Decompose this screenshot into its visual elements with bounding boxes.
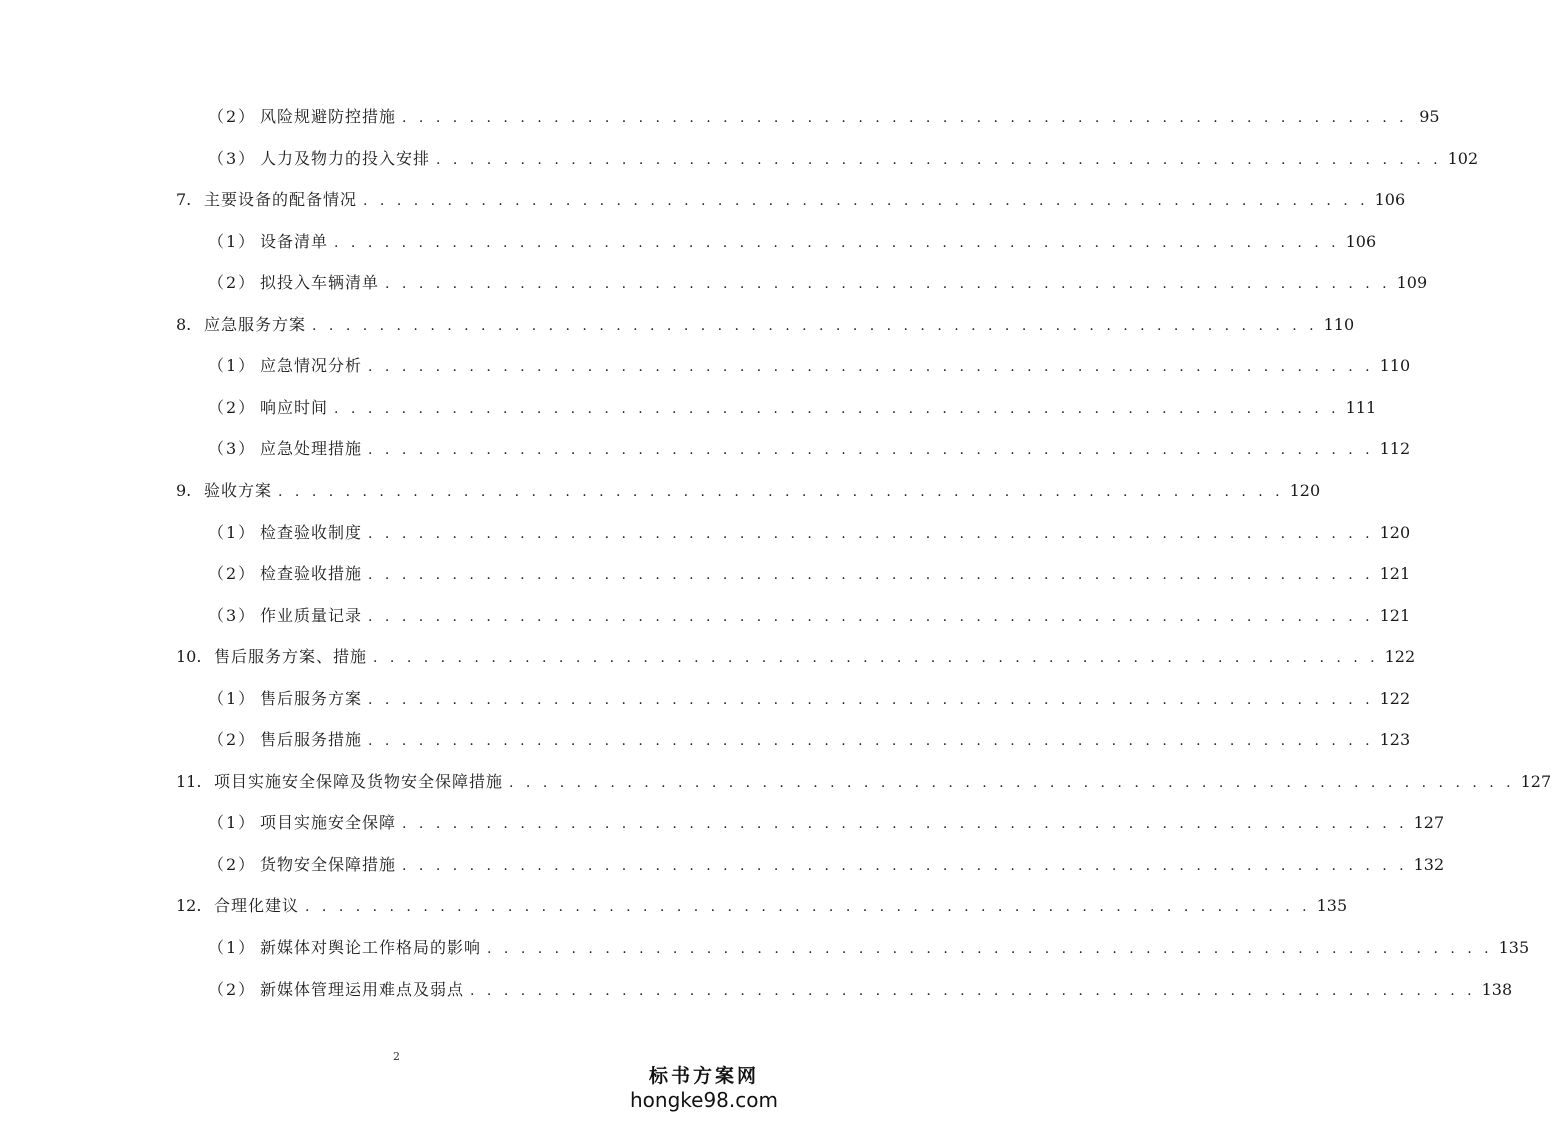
toc-entry-title: 风险规避防控措施	[260, 107, 397, 126]
toc-entry-title: 应急服务方案	[204, 315, 307, 334]
toc-entry[interactable]	[176, 315, 1355, 337]
toc-entry-title: 检查验收制度	[260, 523, 363, 542]
toc-entry-page: 109	[1396, 273, 1428, 292]
toc-entry-number: 7.	[176, 190, 192, 209]
toc-entry-title: 应急情况分析	[260, 356, 363, 375]
toc-entry-title: 项目实施安全保障及货物安全保障措施	[214, 772, 504, 791]
toc-entry-page: 122	[1384, 647, 1416, 666]
toc-leader-dots: . . . . . . . . . . . . . . . . . . . . . . . . . . . . . . . . . . . . . . . . . . . . . . . . . . . . . . . . . . . .	[368, 526, 1374, 542]
toc-leader-dots: . . . . . . . . . . . . . . . . . . . . . . . . . . . . . . . . . . . . . . . . . . . . . . . . . . . . . . . . . . . .	[334, 235, 1340, 251]
toc-entry[interactable]	[208, 855, 1445, 877]
toc-entry-title: 检查验收措施	[260, 564, 363, 583]
toc-entry-title: 人力及物力的投入安排	[260, 149, 431, 168]
toc-entry-title: 项目实施安全保障	[260, 813, 397, 832]
toc-entry-page: 135	[1498, 938, 1530, 957]
toc-entry-page: 106	[1374, 190, 1406, 209]
toc-entry-number: （3）	[208, 149, 257, 168]
toc-entry-title: 应急处理措施	[260, 439, 363, 458]
toc-entry-number: （3）	[208, 439, 257, 458]
toc-entry-title: 拟投入车辆清单	[260, 273, 380, 292]
toc-leader-dots: . . . . . . . . . . . . . . . . . . . . . . . . . . . . . . . . . . . . . . . . . . . . . . . . . . . . . . . . . . . .	[373, 650, 1379, 666]
toc-entry[interactable]	[208, 730, 1411, 752]
toc-leader-dots: . . . . . . . . . . . . . . . . . . . . . . . . . . . . . . . . . . . . . . . . . . . . . . . . . . . . . . . . . . . .	[368, 692, 1374, 708]
toc-entry[interactable]	[208, 523, 1411, 545]
toc-entry-number: （2）	[208, 398, 257, 417]
toc-entry-title: 设备清单	[260, 232, 329, 251]
toc-leader-dots: . . . . . . . . . . . . . . . . . . . . . . . . . . . . . . . . . . . . . . . . . . . . . . . . . . . . . . . . . . . .	[368, 733, 1374, 749]
toc-entry-number: （2）	[208, 107, 257, 126]
toc-entry[interactable]	[208, 107, 1440, 129]
toc-leader-dots: . . . . . . . . . . . . . . . . . . . . . . . . . . . . . . . . . . . . . . . . . . . . . . . . . . . . . . . . . . . .	[402, 110, 1408, 126]
toc-entry-number: 9.	[176, 481, 192, 500]
toc-entry-number: 8.	[176, 315, 192, 334]
toc-entry-title: 新媒体对舆论工作格局的影响	[260, 938, 482, 957]
watermark-name: 标书方案网	[648, 1065, 759, 1087]
toc-entry[interactable]	[208, 273, 1428, 295]
toc-entry-title: 新媒体管理运用难点及弱点	[260, 980, 465, 999]
toc-entry[interactable]	[208, 938, 1530, 960]
toc-entry-title: 售后服务措施	[260, 730, 363, 749]
toc-entry-title: 主要设备的配备情况	[204, 190, 358, 209]
toc-entry-title: 售后服务方案、措施	[214, 647, 368, 666]
toc-entry-page: 110	[1379, 356, 1411, 375]
toc-entry[interactable]	[176, 772, 1551, 794]
toc-leader-dots: . . . . . . . . . . . . . . . . . . . . . . . . . . . . . . . . . . . . . . . . . . . . . . . . . . . . . . . . . . . .	[368, 567, 1374, 583]
toc-leader-dots: . . . . . . . . . . . . . . . . . . . . . . . . . . . . . . . . . . . . . . . . . . . . . . . . . . . . . . . . . . . .	[402, 858, 1408, 874]
toc-entry-title: 合理化建议	[214, 896, 300, 915]
toc-entry-page: 120	[1379, 523, 1411, 542]
toc-entry-page: 112	[1379, 439, 1411, 458]
toc-leader-dots: . . . . . . . . . . . . . . . . . . . . . . . . . . . . . . . . . . . . . . . . . . . . . . . . . . . . . . . . . . . .	[363, 193, 1369, 209]
toc-entry-number: （2）	[208, 855, 257, 874]
toc-entry-number: （1）	[208, 813, 257, 832]
toc-entry-page: 110	[1323, 315, 1355, 334]
toc-entry[interactable]	[208, 149, 1479, 171]
page-number: 2	[393, 1050, 400, 1063]
toc-entry[interactable]	[208, 980, 1513, 1002]
toc-entry[interactable]	[208, 232, 1377, 254]
toc-leader-dots: . . . . . . . . . . . . . . . . . . . . . . . . . . . . . . . . . . . . . . . . . . . . . . . . . . . . . . . . . . . .	[334, 401, 1340, 417]
toc-leader-dots: . . . . . . . . . . . . . . . . . . . . . . . . . . . . . . . . . . . . . . . . . . . . . . . . . . . . . . . . . . . .	[385, 276, 1391, 292]
toc-entry[interactable]	[176, 647, 1416, 669]
toc-entry-title: 响应时间	[260, 398, 329, 417]
toc-entry-number: （2）	[208, 564, 257, 583]
watermark-logo	[629, 1064, 779, 1112]
toc-entry[interactable]	[176, 190, 1406, 212]
toc-entry[interactable]	[208, 606, 1411, 628]
toc-leader-dots: . . . . . . . . . . . . . . . . . . . . . . . . . . . . . . . . . . . . . . . . . . . . . . . . . . . . . . . . . . . .	[470, 983, 1476, 999]
toc-entry-title: 作业质量记录	[260, 606, 363, 625]
toc-entry-page: 138	[1481, 980, 1513, 999]
toc-entry-number: （1）	[208, 938, 257, 957]
toc-entry-number: 11.	[176, 772, 202, 791]
toc-entry-page: 120	[1289, 481, 1321, 500]
toc-leader-dots: . . . . . . . . . . . . . . . . . . . . . . . . . . . . . . . . . . . . . . . . . . . . . . . . . . . . . . . . . . . .	[436, 152, 1442, 168]
toc-entry[interactable]	[208, 439, 1411, 461]
toc-entry-page: 121	[1379, 606, 1411, 625]
toc-leader-dots: . . . . . . . . . . . . . . . . . . . . . . . . . . . . . . . . . . . . . . . . . . . . . . . . . . . . . . . . . . . .	[368, 359, 1374, 375]
toc-entry-number: （1）	[208, 523, 257, 542]
toc-entry-title: 货物安全保障措施	[260, 855, 397, 874]
toc-entry-title: 售后服务方案	[260, 689, 363, 708]
toc-entry[interactable]	[208, 398, 1377, 420]
toc-entry-title: 验收方案	[204, 481, 273, 500]
toc-entry-number: （2）	[208, 730, 257, 749]
toc-leader-dots: . . . . . . . . . . . . . . . . . . . . . . . . . . . . . . . . . . . . . . . . . . . . . . . . . . . . . . . . . . . .	[312, 318, 1318, 334]
toc-entry-page: 102	[1447, 149, 1479, 168]
toc-leader-dots: . . . . . . . . . . . . . . . . . . . . . . . . . . . . . . . . . . . . . . . . . . . . . . . . . . . . . . . . . . . .	[487, 941, 1493, 957]
toc-entry[interactable]	[208, 564, 1411, 586]
toc-entry-number: （2）	[208, 980, 257, 999]
toc-entry-number: 10.	[176, 647, 202, 666]
toc-leader-dots: . . . . . . . . . . . . . . . . . . . . . . . . . . . . . . . . . . . . . . . . . . . . . . . . . . . . . . . . . . . .	[368, 609, 1374, 625]
toc-entry-number: （2）	[208, 273, 257, 292]
toc-entry[interactable]	[208, 689, 1411, 711]
toc-leader-dots: . . . . . . . . . . . . . . . . . . . . . . . . . . . . . . . . . . . . . . . . . . . . . . . . . . . . . . . . . . . .	[509, 775, 1515, 791]
toc-entry-page: 95	[1419, 107, 1440, 126]
toc-entry-number: （1）	[208, 356, 257, 375]
toc-entry-page: 123	[1379, 730, 1411, 749]
toc-entry-page: 127	[1520, 772, 1551, 791]
toc-entry-number: （1）	[208, 232, 257, 251]
toc-entry-page: 127	[1413, 813, 1445, 832]
toc-leader-dots: . . . . . . . . . . . . . . . . . . . . . . . . . . . . . . . . . . . . . . . . . . . . . . . . . . . . . . . . . . . .	[278, 484, 1284, 500]
toc-entry-page: 111	[1345, 398, 1377, 417]
toc-entry-page: 135	[1316, 896, 1348, 915]
toc-entry-number: （3）	[208, 606, 257, 625]
toc-entry-page: 106	[1345, 232, 1377, 251]
toc-entry-page: 121	[1379, 564, 1411, 583]
toc-entry-number: 12.	[176, 896, 202, 915]
toc-entry[interactable]	[176, 896, 1348, 918]
watermark-url: hongke98.com	[630, 1088, 778, 1112]
toc-entry[interactable]	[176, 481, 1321, 503]
toc-entry-number: （1）	[208, 689, 257, 708]
toc-entry[interactable]	[208, 356, 1411, 378]
toc-leader-dots: . . . . . . . . . . . . . . . . . . . . . . . . . . . . . . . . . . . . . . . . . . . . . . . . . . . . . . . . . . . .	[368, 442, 1374, 458]
toc-entry-page: 132	[1413, 855, 1445, 874]
toc-leader-dots: . . . . . . . . . . . . . . . . . . . . . . . . . . . . . . . . . . . . . . . . . . . . . . . . . . . . . . . . . . . .	[305, 899, 1311, 915]
toc-entry[interactable]	[208, 813, 1445, 835]
toc-entry-page: 122	[1379, 689, 1411, 708]
toc-leader-dots: . . . . . . . . . . . . . . . . . . . . . . . . . . . . . . . . . . . . . . . . . . . . . . . . . . . . . . . . . . . .	[402, 816, 1408, 832]
